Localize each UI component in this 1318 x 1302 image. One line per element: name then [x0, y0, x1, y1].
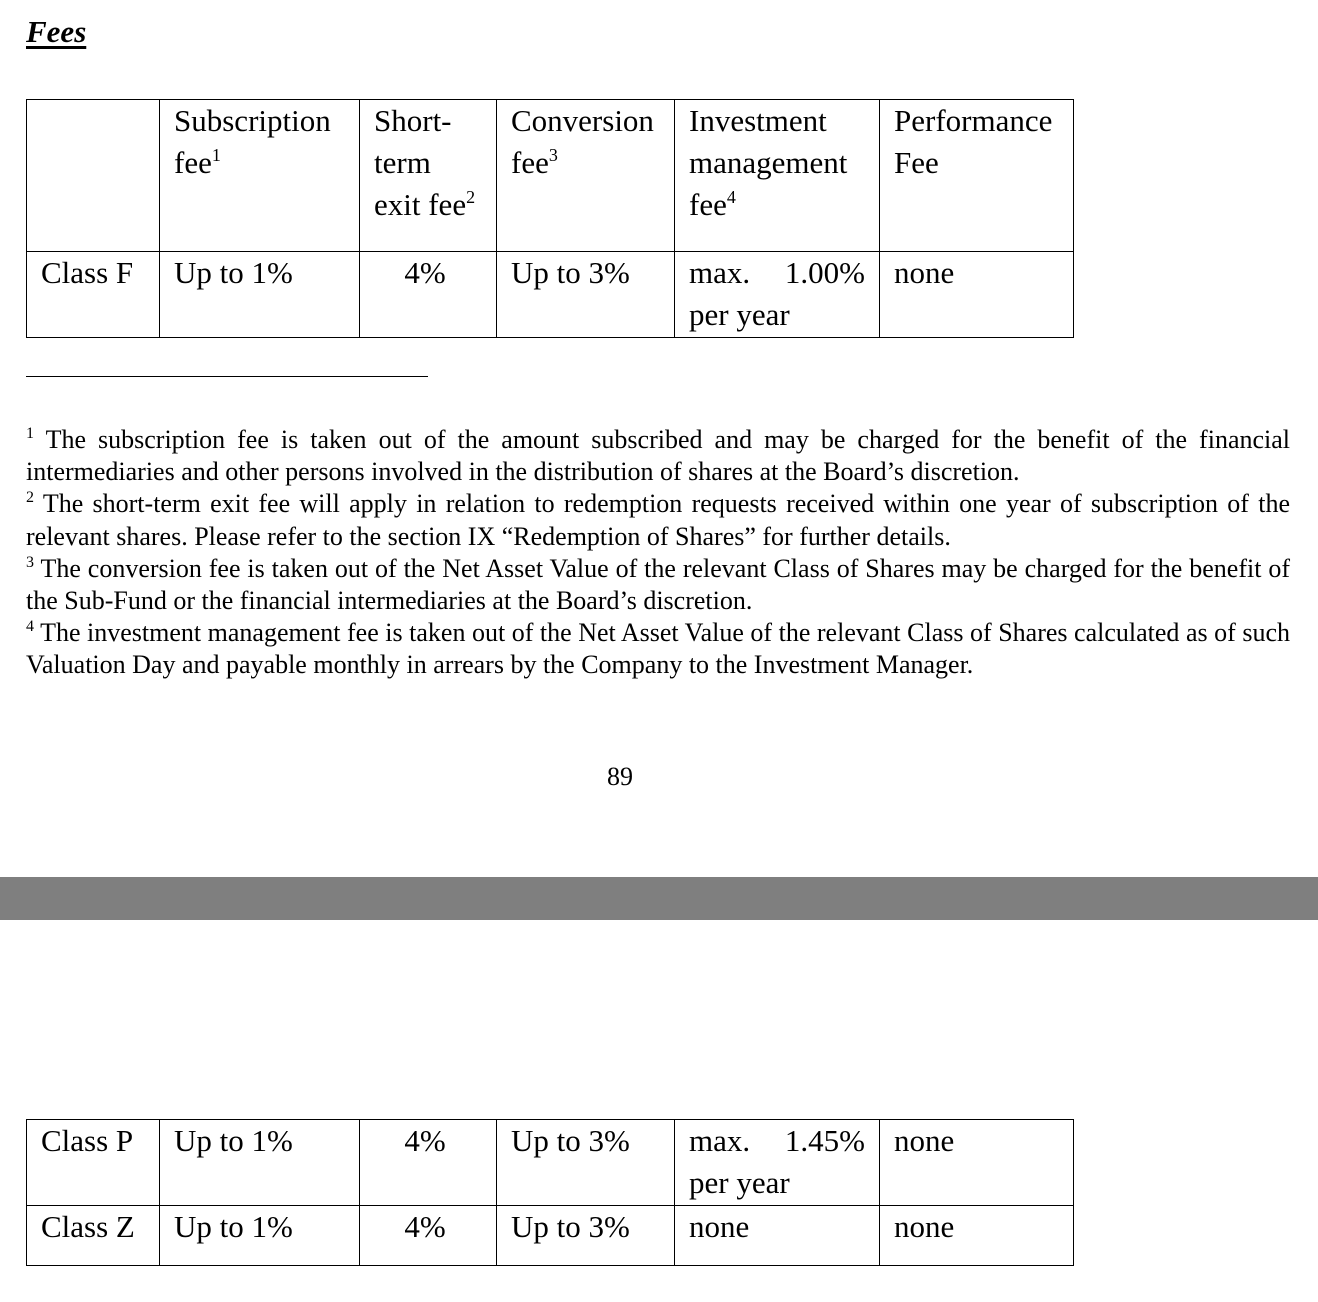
- footnote-ref-4: 4: [726, 187, 736, 207]
- performance-cell: none: [880, 1206, 1074, 1266]
- footnote-ref-3: 3: [548, 145, 558, 165]
- mgmt-prefix: max.: [689, 1123, 751, 1158]
- footnote-ref-2: 2: [466, 187, 476, 207]
- footnote-ref-1: 1: [211, 145, 221, 165]
- footnote-text: The subscription fee is taken out of the amount subscribed and may be charged for the benefit of the financial intermediaries and other persons involved in the distribution of shares at the Board’s discretion.: [26, 425, 1291, 487]
- footnote-1: [26, 424, 1290, 488]
- mgmt-value: 1.45%: [784, 1123, 865, 1158]
- mgmt-suffix: per year: [689, 297, 790, 332]
- header-conversion-text: Conversion fee: [511, 103, 654, 180]
- exit-fee-cell: 4%: [360, 1206, 497, 1266]
- footnote-text: The short-term exit fee will apply in relation to redemption requests received within one year of subscription of the relevant shares. Please refer to the section IX “Redemption of Shares” for further details.: [26, 489, 1290, 551]
- class-cell: Class P: [27, 1120, 160, 1206]
- fees-table-top: [26, 99, 1074, 338]
- conversion-cell: Up to 3%: [497, 1206, 675, 1266]
- footnote-3: [26, 553, 1290, 617]
- performance-cell: none: [880, 252, 1074, 338]
- header-exit-line3: exit fee: [374, 187, 467, 222]
- header-exit-line2: term: [374, 145, 431, 180]
- subscription-cell: Up to 1%: [160, 252, 360, 338]
- management-cell: [675, 1120, 880, 1206]
- section-title: Fees: [26, 14, 87, 49]
- footnote-text: The investment management fee is taken out of the Net Asset Value of the relevant Class of Shares calculated as of such Valuation Day and payable monthly in arrears by the Company to the Investment Manager.: [26, 618, 1290, 680]
- mgmt-value: 1.00%: [784, 255, 865, 290]
- exit-fee-cell: 4%: [360, 1120, 497, 1206]
- header-subscription-text: Subscription fee: [174, 103, 331, 180]
- header-exit-fee: [360, 100, 497, 252]
- header-exit-line1: Short-: [374, 103, 452, 138]
- header-management-line2: management: [689, 145, 848, 180]
- exit-fee-cell: 4%: [360, 252, 497, 338]
- footnote-number: 3: [26, 553, 34, 571]
- header-performance-line2: Fee: [894, 145, 939, 180]
- table-header-row: [27, 100, 1074, 252]
- header-performance-fee: [880, 100, 1074, 252]
- footnote-separator: [26, 376, 428, 377]
- footnote-number: 4: [26, 618, 34, 636]
- subscription-cell: Up to 1%: [160, 1206, 360, 1266]
- page-break-divider: [0, 877, 1318, 920]
- management-cell: [675, 252, 880, 338]
- footnotes: [26, 424, 1290, 682]
- footnote-number: 1: [26, 425, 34, 442]
- footnote-text: The conversion fee is taken out of the Net Asset Value of the relevant Class of Shares may be charged for the benefit of the Sub-Fund or the financial intermediaries at the Board’s discretion.: [26, 553, 1290, 616]
- footnote-4: [26, 617, 1290, 681]
- header-management-fee: [675, 100, 880, 252]
- management-cell: none: [675, 1206, 880, 1266]
- conversion-cell: Up to 3%: [497, 252, 675, 338]
- table-row-class-p: [27, 1120, 1074, 1206]
- mgmt-suffix: per year: [689, 1165, 790, 1200]
- header-empty-cell: [27, 100, 160, 252]
- header-conversion-fee: [497, 100, 675, 252]
- footnote-number: 2: [26, 489, 34, 507]
- header-performance-line1: Performance: [894, 103, 1053, 138]
- fees-table-bottom: [26, 1119, 1074, 1266]
- conversion-cell: Up to 3%: [497, 1120, 675, 1206]
- page-number: 89: [607, 762, 633, 791]
- mgmt-prefix: max.: [689, 255, 751, 290]
- header-management-line1: Investment: [689, 103, 827, 138]
- performance-cell: none: [880, 1120, 1074, 1206]
- header-management-line3: fee: [689, 187, 727, 222]
- class-cell: Class F: [27, 252, 160, 338]
- table-row-class-f: [27, 252, 1074, 338]
- class-cell: Class Z: [27, 1206, 160, 1266]
- subscription-cell: Up to 1%: [160, 1120, 360, 1206]
- header-subscription-fee: [160, 100, 360, 252]
- footnote-2: [26, 488, 1290, 552]
- table-row-class-z: [27, 1206, 1074, 1266]
